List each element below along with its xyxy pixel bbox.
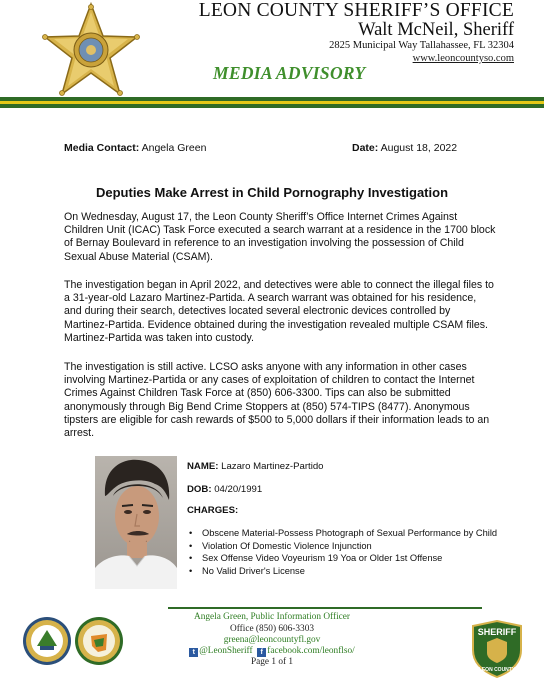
paragraph-line: Children Unit (ICAC) Task Force executed a search warrant at a residence in the 1700 block xyxy=(64,224,496,237)
paragraph-line: anonymously through Big Bend Crime Stoppers at (850) 574-TIPS (8477). Anonymous xyxy=(64,400,470,413)
charge-item: • Sex Offense Video Voyeurism 19 Yoa or Older 1st Offense xyxy=(187,552,497,565)
paragraph-line: Martinez-Partida. Evidence obtained during the investigation revealed multiple CSAM files. xyxy=(64,318,488,331)
charges-list xyxy=(187,527,497,577)
media-advisory-label: MEDIA ADVISORY xyxy=(213,63,366,83)
sheriff-name: Walt McNeil, Sheriff xyxy=(358,20,514,40)
twitter-handle[interactable]: @LeonSheriff xyxy=(199,646,253,656)
office-phone: Office (850) 606-3303 xyxy=(230,624,314,634)
paragraph-line: The investigation began in April 2022, and detectives were able to connect the illegal files to xyxy=(64,279,494,291)
suspect-dob-value: 04/20/1991 xyxy=(214,484,263,495)
release-date xyxy=(352,142,457,154)
paragraph-line: involving Martinez-Partida or any cases of exploitation of children to contact the Internet xyxy=(64,374,475,387)
paragraph-line: Martinez-Partida was taken into custody. xyxy=(64,331,254,344)
paragraph-1 xyxy=(64,211,496,264)
media-contact xyxy=(64,142,206,154)
paragraph-line: and during their search, detectives located several electronic devices controlled by xyxy=(64,305,451,318)
shield-text-bottom: LEON COUNTY xyxy=(478,667,516,673)
footer-divider xyxy=(168,607,482,609)
release-date-value: August 18, 2022 xyxy=(380,142,458,154)
paragraph-line: tipsters are eligible for cash rewards of $500 to 5,000 dollars if their information leads to an xyxy=(64,413,490,426)
charge-item: • Violation Of Domestic Violence Injunction xyxy=(187,540,497,553)
paragraph-3 xyxy=(64,361,496,440)
paragraph-line: Crimes Against Children Task Force at (850) 606-3300. Tips can also be submitted xyxy=(64,387,451,400)
sheriff-leon-county-shield xyxy=(470,620,524,678)
suspect-dob xyxy=(187,484,262,495)
social-links xyxy=(0,646,544,657)
office-address: 2825 Municipal Way Tallahassee, FL 32304 xyxy=(329,40,514,51)
suspect-booking-photo xyxy=(95,456,177,589)
facebook-link[interactable]: facebook.com/leonflso/ xyxy=(267,646,355,656)
charge-item: • Obscene Material-Possess Photograph of Sexual Performance by Child xyxy=(187,527,497,540)
paragraph-line: arrest. xyxy=(64,427,95,440)
office-title: LEON COUNTY SHERIFF’S OFFICE xyxy=(198,0,514,21)
twitter-icon: t xyxy=(189,648,198,657)
shield-text-top: SHERIFF xyxy=(477,627,517,637)
header-band-green-bottom xyxy=(0,104,544,108)
sheriff-star-badge-icon xyxy=(40,2,142,98)
paragraph-line: a 31-year-old Lazaro Martinez-Partida. A search warrant was obtained for his residence, xyxy=(64,292,477,305)
pio-name: Angela Green, Public Information Officer xyxy=(193,612,350,622)
pio-email[interactable]: greena@leoncountyfl.gov xyxy=(223,635,321,645)
paragraph-2 xyxy=(64,279,496,345)
paragraph-line: Sexual Abuse Material (CSAM). xyxy=(64,250,213,263)
suspect-name-value: Lazaro Martinez-Partido xyxy=(221,461,324,472)
website-link[interactable]: www.leoncountyso.com xyxy=(412,53,514,64)
headline: Deputies Make Arrest in Child Pornography Investigation xyxy=(95,185,449,200)
charges-label: CHARGES: xyxy=(187,505,239,516)
media-contact-value: Angela Green xyxy=(141,142,207,154)
facebook-icon: f xyxy=(257,648,266,657)
media-contact-label: Media Contact: xyxy=(64,142,140,154)
release-date-label: Date: xyxy=(352,142,379,154)
paragraph-line: On Wednesday, August 17, the Leon County Sheriff’s Office Internet Crimes Against xyxy=(64,211,458,223)
charge-item: • No Valid Driver's License xyxy=(187,565,497,578)
suspect-name-label: NAME: xyxy=(187,461,219,472)
suspect-dob-label: DOB: xyxy=(187,484,212,495)
page-number: Page 1 of 1 xyxy=(250,657,294,667)
charges-heading xyxy=(187,505,238,516)
paragraph-line: The investigation is still active. LCSO asks anyone with any information in other cases xyxy=(64,361,467,373)
paragraph-line: of Bernay Boulevard in reference to an investigation involving the possession of Child xyxy=(64,237,464,250)
suspect-name xyxy=(187,461,324,472)
